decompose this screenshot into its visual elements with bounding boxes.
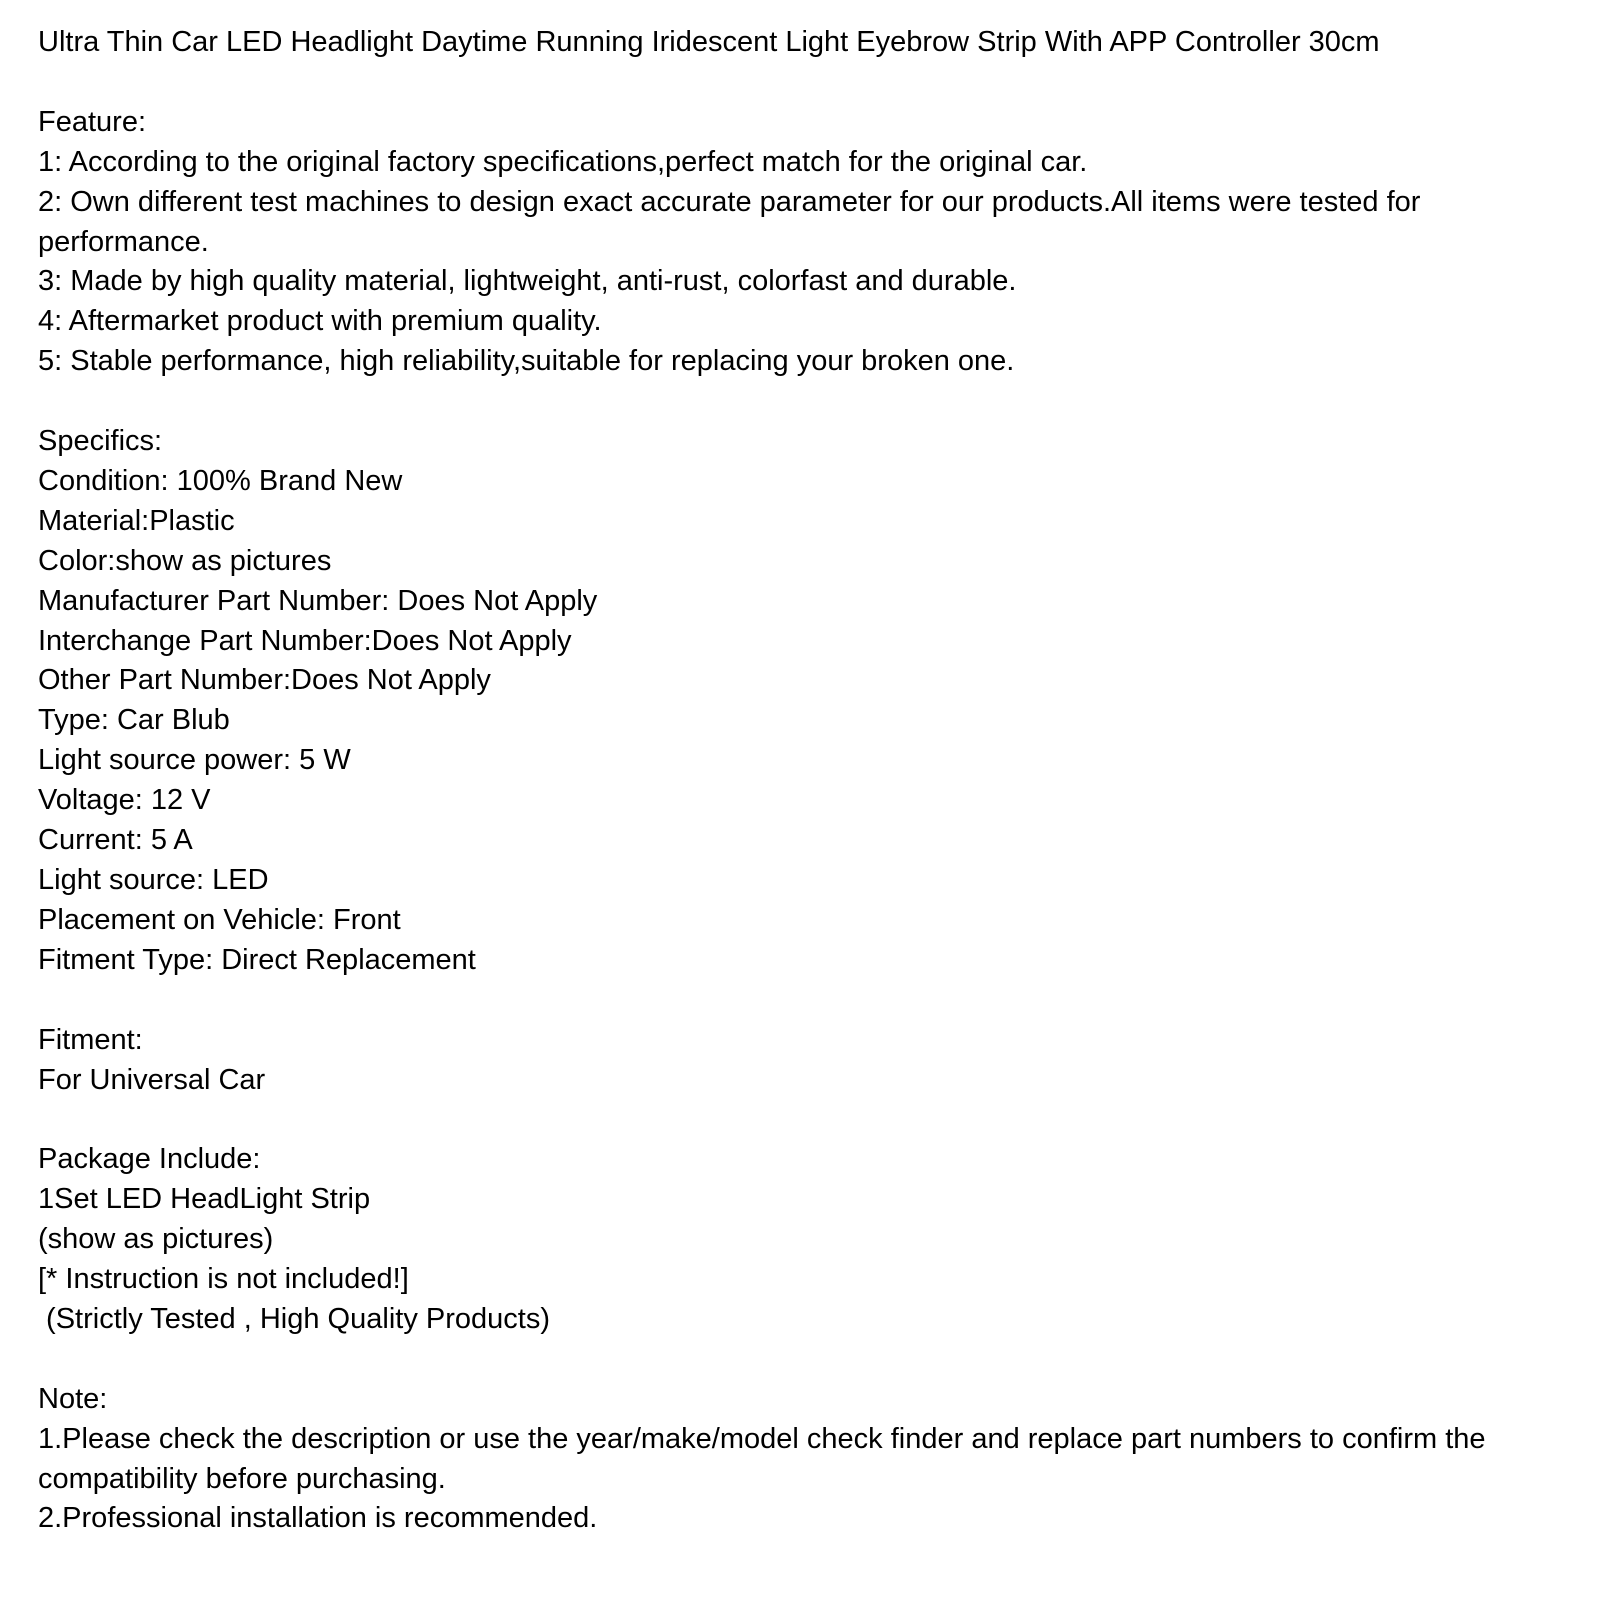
feature-line: performance.	[38, 225, 209, 258]
package-heading: Package Include:	[38, 1143, 261, 1176]
feature-line: 4: Aftermarket product with premium quality.	[38, 305, 602, 338]
specifics-line-interchange-part-number: Interchange Part Number:Does Not Apply	[38, 624, 572, 657]
specifics-line-light-source-power: Light source power: 5 W	[38, 744, 351, 777]
section-specifics	[38, 422, 1600, 981]
fitment-line: For Universal Car	[38, 1063, 266, 1096]
feature-line: 3: Made by high quality material, lightweight, anti-rust, colorfast and durable.	[38, 265, 1017, 298]
feature-line: 5: Stable performance, high reliability,suitable for replacing your broken one.	[38, 345, 1015, 378]
note-heading: Note:	[38, 1382, 108, 1415]
specifics-line-color: Color:show as pictures	[38, 544, 332, 577]
feature-line: 1: According to the original factory specifications,perfect match for the original car.	[38, 145, 1088, 178]
specifics-line-placement: Placement on Vehicle: Front	[38, 903, 401, 936]
note-line: compatibility before purchasing.	[38, 1462, 446, 1495]
specifics-line-light-source: Light source: LED	[38, 864, 269, 896]
specifics-line-condition: Condition: 100% Brand New	[38, 464, 403, 497]
specifics-heading: Specifics:	[38, 425, 163, 458]
package-line: 1Set LED HeadLight Strip	[38, 1183, 371, 1216]
fitment-heading: Fitment:	[38, 1023, 143, 1056]
specifics-line-type: Type: Car Blub	[38, 704, 230, 737]
note-line: 2.Professional installation is recommended.	[38, 1502, 598, 1535]
section-fitment	[38, 1021, 1600, 1101]
specifics-line-other-part-number: Other Part Number:Does Not Apply	[38, 664, 491, 697]
package-line: (show as pictures)	[38, 1223, 274, 1256]
specifics-line-fitment-type: Fitment Type: Direct Replacement	[38, 943, 476, 976]
feature-line: 2: Own different test machines to design exact accurate parameter for our products.All items were tested for	[38, 185, 1421, 218]
section-note	[38, 1380, 1600, 1540]
note-line: 1.Please check the description or use the year/make/model check finder and replace part numbers to confirm the	[38, 1422, 1486, 1455]
specifics-line-material: Material:Plastic	[38, 504, 235, 537]
specifics-line-voltage: Voltage: 12 V	[38, 784, 211, 817]
specifics-line-current: Current: 5 A	[38, 824, 193, 857]
section-package	[38, 1140, 1600, 1340]
package-line: [* Instruction is not included!]	[38, 1263, 409, 1296]
specifics-line-manufacturer-part-number: Manufacturer Part Number: Does Not Apply	[38, 584, 598, 617]
feature-heading: Feature:	[38, 105, 146, 138]
section-feature	[38, 103, 1600, 382]
package-line: (Strictly Tested , High Quality Products)	[38, 1302, 550, 1335]
page-title: Ultra Thin Car LED Headlight Daytime Running Iridescent Light Eyebrow Strip With APP Controller 30cm	[38, 26, 1380, 58]
